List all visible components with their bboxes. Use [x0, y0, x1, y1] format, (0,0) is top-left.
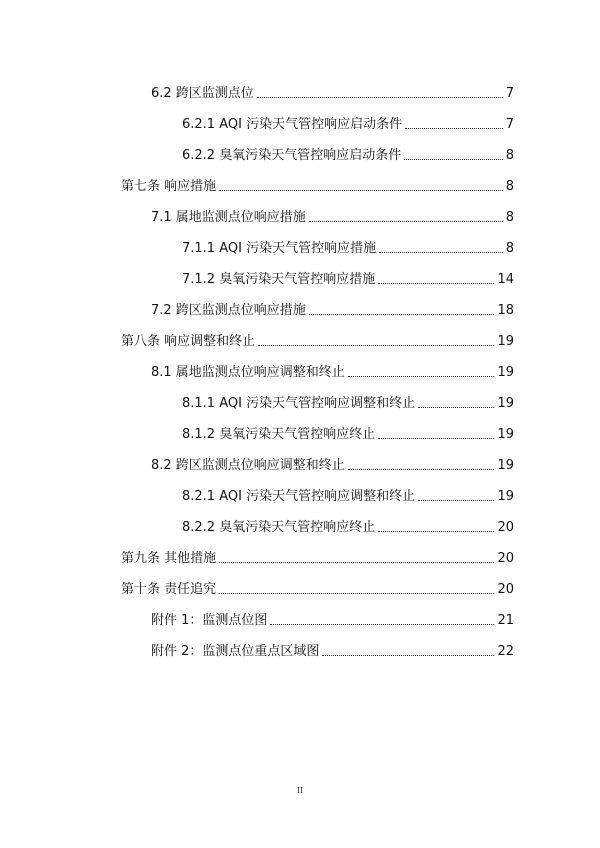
- toc-leader-dots: [258, 345, 494, 346]
- toc-title: 7.1.2 臭氧污染天气管控响应措施: [182, 272, 376, 287]
- toc-entry-article-9[interactable]: [121, 543, 514, 567]
- toc-entry-8-1-1[interactable]: [182, 388, 514, 412]
- toc-title: 7.2 跨区监测点位响应措施: [151, 303, 306, 318]
- toc-page-number: 19: [497, 365, 514, 380]
- toc-entry-6-2-2[interactable]: [182, 140, 514, 164]
- toc-page-number: 19: [497, 489, 514, 504]
- toc-leader-dots: [309, 221, 503, 222]
- toc-page-number: 7: [505, 86, 514, 101]
- toc-title: 第九条 其他措施: [121, 551, 217, 566]
- toc-entry-8-1-2[interactable]: [182, 419, 514, 443]
- toc-title: 7.1 属地监测点位响应措施: [151, 210, 306, 225]
- toc-entry-appendix-2[interactable]: [151, 636, 514, 660]
- toc-title: 6.2.1 AQI 污染天气管控响应启动条件: [182, 117, 403, 132]
- toc-leader-dots: [348, 469, 495, 470]
- toc-page-number: 21: [497, 613, 514, 628]
- toc-title: 8.1.2 臭氧污染天气管控响应终止: [182, 427, 376, 442]
- toc-title: 7.1.1 AQI 污染天气管控响应措施: [182, 241, 377, 256]
- toc-page-number: 8: [505, 210, 514, 225]
- toc-entry-article-8[interactable]: [121, 326, 514, 350]
- toc-leader-dots: [418, 500, 494, 501]
- toc-page-number: 20: [497, 582, 514, 597]
- toc-leader-dots: [404, 159, 503, 160]
- toc-leader-dots: [219, 593, 494, 594]
- toc-leader-dots: [348, 376, 495, 377]
- toc-title: 8.2 跨区监测点位响应调整和终止: [151, 458, 345, 473]
- toc-title: 附件 1：监测点位图: [151, 613, 268, 628]
- toc-entry-8-2[interactable]: [151, 450, 514, 474]
- toc-leader-dots: [378, 438, 494, 439]
- toc-page-number: 19: [497, 427, 514, 442]
- toc-page-number: 18: [497, 303, 514, 318]
- toc-entry-appendix-1[interactable]: [151, 605, 514, 629]
- toc-leader-dots: [379, 252, 503, 253]
- toc-entry-article-7[interactable]: [121, 171, 514, 195]
- toc-entry-7-2[interactable]: [151, 295, 514, 319]
- toc-leader-dots: [270, 624, 494, 625]
- toc-leader-dots: [257, 97, 503, 98]
- toc-entry-article-10[interactable]: [121, 574, 514, 598]
- toc-title: 第八条 响应调整和终止: [121, 334, 256, 349]
- toc-title: 第七条 响应措施: [121, 179, 217, 194]
- toc-title: 6.2 跨区监测点位: [151, 86, 254, 101]
- toc-entry-6-2[interactable]: [151, 78, 514, 102]
- toc-leader-dots: [418, 407, 494, 408]
- toc-title: 8.1.1 AQI 污染天气管控响应调整和终止: [182, 396, 416, 411]
- toc-entry-8-2-2[interactable]: [182, 512, 514, 536]
- toc-leader-dots: [378, 531, 494, 532]
- toc-entry-7-1[interactable]: [151, 202, 514, 226]
- toc-page-number: 8: [505, 241, 514, 256]
- toc-page-number: 19: [497, 458, 514, 473]
- toc-page-number: 8: [505, 179, 514, 194]
- toc-title: 附件 2：监测点位重点区域图: [151, 644, 320, 659]
- toc-title: 8.2.2 臭氧污染天气管控响应终止: [182, 520, 376, 535]
- toc-page-number: 19: [497, 334, 514, 349]
- toc-page-number: 19: [497, 396, 514, 411]
- page-footer-number: II: [296, 786, 304, 795]
- toc-page-number: 8: [505, 148, 514, 163]
- toc-page-number: 14: [497, 272, 514, 287]
- toc-title: 第十条 责任追究: [121, 582, 217, 597]
- toc-leader-dots: [309, 314, 495, 315]
- toc-entry-7-1-2[interactable]: [182, 264, 514, 288]
- toc-title: 6.2.2 臭氧污染天气管控响应启动条件: [182, 148, 402, 163]
- toc-page-number: 20: [497, 520, 514, 535]
- toc-entry-7-1-1[interactable]: [182, 233, 514, 257]
- toc-entry-6-2-1[interactable]: [182, 109, 514, 133]
- toc-page-number: 7: [505, 117, 514, 132]
- toc-leader-dots: [378, 283, 494, 284]
- toc-leader-dots: [219, 190, 503, 191]
- toc-title: 8.1 属地监测点位响应调整和终止: [151, 365, 345, 380]
- toc-leader-dots: [405, 128, 503, 129]
- toc-leader-dots: [322, 655, 494, 656]
- toc-entry-8-1[interactable]: [151, 357, 514, 381]
- toc-title: 8.2.1 AQI 污染天气管控响应调整和终止: [182, 489, 416, 504]
- toc-entry-8-2-1[interactable]: [182, 481, 514, 505]
- toc-leader-dots: [219, 562, 494, 563]
- toc-page-number: 22: [497, 644, 514, 659]
- toc-page-number: 20: [497, 551, 514, 566]
